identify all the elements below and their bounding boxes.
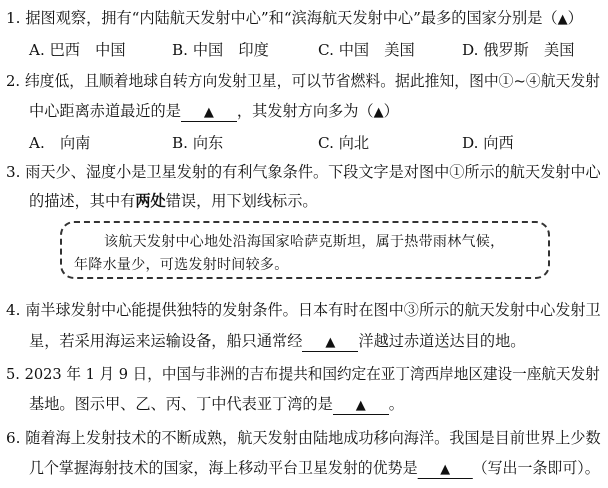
answer-blank[interactable]: ▲ (181, 103, 237, 122)
answer-mark: ▲ (557, 12, 568, 27)
q3-stem-line1: 3. 雨天少、湿度小是卫星发射的有利气象条件。下段文字是对图中①所示的航天发射中心 (6, 163, 601, 181)
q1-option-a: A. 巴西 中国 (29, 41, 126, 59)
q2-option-b: B. 向东 (172, 134, 224, 152)
q1-option-c: C. 中国 美国 (318, 41, 415, 59)
answer-blank[interactable]: ▲ (333, 396, 389, 415)
q3-stem-line2: 的描述，其中有两处错误，用下划线标示。 (29, 192, 318, 210)
q2-option-a: A. 向南 (29, 134, 91, 152)
answer-mark: ▲ (373, 105, 384, 120)
box-text-line1: 该航天发射中心地处沿海国家哈萨克斯坦，属于热带雨林气候， (104, 234, 505, 250)
q1-stem: 1. 据图观察，拥有“内陆航天发射中心”和“滨海航天发射中心”最多的国家分别是（▲） (6, 9, 583, 27)
answer-blank[interactable]: ▲ (418, 460, 473, 479)
box-text-line2: 年降水量少，可选发射时间较多。 (74, 257, 289, 273)
q4-stem-line1: 4. 南半球发射中心能提供独特的发射条件。日本有时在图中③所示的航天发射中心发射卫 (6, 301, 601, 319)
q2-option-c: C. 向北 (318, 134, 370, 152)
emphasis-text: 两处 (135, 192, 166, 210)
q1-option-d: D. 俄罗斯 美国 (462, 41, 575, 59)
answer-blank[interactable]: ▲ (302, 333, 358, 352)
q2-option-d: D. 向西 (462, 134, 514, 152)
q1-option-b: B. 中国 印度 (172, 41, 269, 59)
q2-stem-line1: 2. 纬度低，且顺着地球自转方向发射卫星，可以节省燃料。据此推知，图中①~④航天发射 (6, 72, 600, 90)
q5-stem-line1: 5. 2023 年 1 月 9 日，中国与非洲的吉布提共和国约定在亚丁湾西岸地区建设一座航天发射 (6, 365, 600, 383)
q6-stem-line1: 6. 随着海上发射技术的不断成熟，航天发射由陆地成功移向海洋。我国是目前世界上少数 (6, 429, 601, 447)
q5-stem-line2: 基地。图示甲、乙、丙、丁中代表亚丁湾的是 ▲ 。 (29, 395, 404, 413)
q1-text: 1. 据图观察，拥有“内陆航天发射中心”和“滨海航天发射中心”最多的国家分别是（ (6, 9, 558, 27)
q6-stem-line2: 几个掌握海射技术的国家，海上移动平台卫星发射的优势是 ▲ （写出一条即可）。 (29, 459, 600, 477)
q2-stem-line2: 中心距离赤道最近的是 ▲ ，其发射方向多为（▲） (29, 102, 399, 120)
q4-stem-line2: 星，若采用海运来运输设备，船只通常经 ▲ 洋越过赤道送达目的地。 (29, 332, 526, 350)
